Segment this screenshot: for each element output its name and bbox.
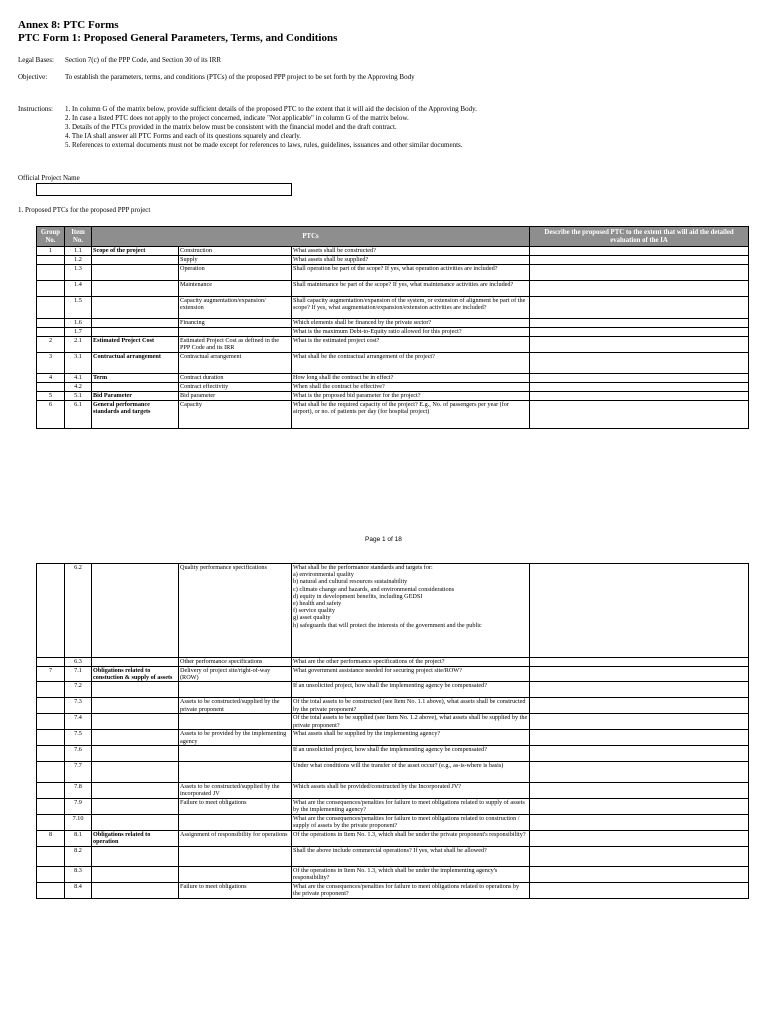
answer-cell[interactable] — [530, 682, 749, 698]
item-number-cell: 7.7 — [65, 761, 92, 782]
item-number-cell: 3.1 — [65, 353, 92, 374]
instruction-item: 1. In column G of the matrix below, provide sufficient details of the proposed PTC to the extent that it will aid the decision of the Approving Body. — [65, 105, 477, 113]
answer-cell[interactable] — [530, 830, 749, 846]
question-cell: If an unsolicited project, how shall the implementing agency be compensated? — [292, 745, 530, 761]
group-number-cell: 1 — [37, 247, 65, 256]
question-cell: What shall be the performance standards and targets for: a) environmental quality b) natural and cultural resources sustainability c) climate change and hazards, and environmental considerations d) equity in development benefits, including GEDSI e) health and safety f) service quality g) asset quality h) safeguards that will protect the interests of the government and the public — [292, 564, 530, 658]
question-cell: What assets shall be constructed? — [292, 247, 530, 256]
subcategory-cell: Failure to meet obligations — [179, 882, 292, 898]
group-number-cell — [37, 782, 65, 798]
group-number-cell — [37, 658, 65, 667]
group-number-cell — [37, 814, 65, 830]
answer-cell[interactable] — [530, 392, 749, 401]
answer-cell[interactable] — [530, 761, 749, 782]
item-number-cell: 1.7 — [65, 328, 92, 337]
table-row — [37, 658, 749, 667]
answer-cell[interactable] — [530, 667, 749, 682]
category-cell: Term — [92, 374, 179, 383]
objective-text: To establish the parameters, terms, and conditions (PTCs) of the proposed PPP project to be set forth by the Approving Body — [65, 73, 415, 81]
category-cell — [92, 256, 179, 265]
question-cell: Which assets shall be provided/constructed by the Incorporated JV? — [292, 782, 530, 798]
item-number-cell: 5.1 — [65, 392, 92, 401]
group-number-cell — [37, 798, 65, 814]
table-row — [37, 247, 749, 256]
subcategory-cell: Construction — [179, 247, 292, 256]
subcategory-cell — [179, 714, 292, 730]
category-cell — [92, 698, 179, 714]
group-number-cell — [37, 256, 65, 265]
subcategory-cell: Failure to meet obligations — [179, 798, 292, 814]
question-cell: How long shall the contract be in effect? — [292, 374, 530, 383]
group-number-cell — [37, 383, 65, 392]
answer-cell[interactable] — [530, 374, 749, 383]
category-cell — [92, 658, 179, 667]
answer-cell[interactable] — [530, 658, 749, 667]
group-number-cell — [37, 328, 65, 337]
question-cell: When shall the contract be effective? — [292, 383, 530, 392]
item-number-cell: 7.4 — [65, 714, 92, 730]
group-number-cell — [37, 564, 65, 658]
question-cell: What is the maximum Debt-to-Equity ratio allowed for this project? — [292, 328, 530, 337]
group-number-cell — [37, 745, 65, 761]
table-row — [37, 337, 749, 353]
item-number-cell: 1.3 — [65, 265, 92, 281]
project-name-field[interactable] — [36, 183, 292, 196]
item-number-cell: 1.6 — [65, 319, 92, 328]
question-cell: What assets shall be supplied by the implementing agency? — [292, 730, 530, 745]
answer-cell[interactable] — [530, 265, 749, 281]
answer-cell[interactable] — [530, 745, 749, 761]
describe-header: Describe the proposed PTC to the extent that will aid the detailed evaluation of the IA — [530, 227, 749, 247]
question-cell: What are the consequences/penalties for failure to meet obligations related to operations by the private proponent? — [292, 882, 530, 898]
answer-cell[interactable] — [530, 730, 749, 745]
item-number-cell: 7.3 — [65, 698, 92, 714]
subcategory-cell: Contract duration — [179, 374, 292, 383]
question-cell: Of the total assets to be constructed (see Item No. 1.1 above), what assets shall be constructed by the private proponent? — [292, 698, 530, 714]
group-number-cell: 7 — [37, 667, 65, 682]
instruction-item: 3. Details of the PTCs provided in the matrix below must be consistent with the financial model and the draft contract. — [65, 123, 397, 131]
subcategory-cell: Assets to be constructed/supplied by the incorporated JV — [179, 782, 292, 798]
table-row — [37, 265, 749, 281]
item-number-cell: 6.3 — [65, 658, 92, 667]
instructions-label: Instructions: — [18, 105, 53, 113]
answer-cell[interactable] — [530, 328, 749, 337]
answer-cell[interactable] — [530, 401, 749, 429]
subcategory-cell — [179, 682, 292, 698]
subcategory-cell — [179, 328, 292, 337]
annex-title: Annex 8: PTC Forms — [18, 19, 119, 31]
group-number-cell — [37, 281, 65, 297]
group-number-cell — [37, 866, 65, 882]
category-cell: Estimated Project Cost — [92, 337, 179, 353]
project-name-label: Official Project Name — [18, 174, 80, 182]
subcategory-cell: Operation — [179, 265, 292, 281]
subcategory-cell — [179, 761, 292, 782]
category-cell — [92, 761, 179, 782]
form-title: PTC Form 1: Proposed General Parameters, Terms, and Conditions — [18, 32, 338, 44]
table-row — [37, 698, 749, 714]
answer-cell[interactable] — [530, 247, 749, 256]
answer-cell[interactable] — [530, 337, 749, 353]
category-cell — [92, 319, 179, 328]
table-row — [37, 383, 749, 392]
subcategory-cell: Assets to be constructed/supplied by the private proponent — [179, 698, 292, 714]
table-row — [37, 714, 749, 730]
question-cell: What is the proposed bid parameter for the project? — [292, 392, 530, 401]
ptc-table — [36, 226, 749, 429]
category-cell — [92, 882, 179, 898]
subcategory-cell — [179, 866, 292, 882]
group-number-cell — [37, 846, 65, 866]
instructions-list — [65, 105, 477, 150]
table-row — [37, 798, 749, 814]
item-number-cell: 6.1 — [65, 401, 92, 429]
table-row — [37, 564, 749, 658]
table-row — [37, 730, 749, 745]
table-row — [37, 374, 749, 383]
subcategory-cell: Assignment of responsibility for operations — [179, 830, 292, 846]
subcategory-cell: Delivery of project site/right-of-way (ROW) — [179, 667, 292, 682]
category-cell: Bid Parameter — [92, 392, 179, 401]
category-cell — [92, 281, 179, 297]
table-row — [37, 353, 749, 374]
subcategory-cell — [179, 846, 292, 866]
list-item: g) asset quality — [293, 614, 331, 622]
item-number-cell: 7.8 — [65, 782, 92, 798]
answer-cell[interactable] — [530, 814, 749, 830]
category-cell — [92, 782, 179, 798]
page-number: Page 1 of 18 — [365, 536, 402, 543]
group-number-cell — [37, 761, 65, 782]
answer-cell[interactable] — [530, 297, 749, 319]
question-cell: If an unsolicited project, how shall the implementing agency be compensated? — [292, 682, 530, 698]
question-cell: What are the consequences/penalties for failure to meet obligations related to supply of assets by the implementing agency? — [292, 798, 530, 814]
group-number-cell: 8 — [37, 830, 65, 846]
list-item: f) service quality — [293, 607, 335, 615]
table-row — [37, 281, 749, 297]
table-row — [37, 319, 749, 328]
instruction-item: 2. In case a listed PTC does not apply to the project concerned, indicate "Not applicable" in column G of the matrix below. — [65, 114, 409, 122]
question-cell: Shall operation be part of the scope? If yes, what operation activities are included? — [292, 265, 530, 281]
group-number-cell: 4 — [37, 374, 65, 383]
group-number-cell: 3 — [37, 353, 65, 374]
category-cell — [92, 682, 179, 698]
item-number-cell: 7.1 — [65, 667, 92, 682]
list-item: d) equity in development benefits, including GEDSI — [293, 592, 423, 600]
subcategory-cell: Supply — [179, 256, 292, 265]
question-cell: What shall be the contractual arrangement of the project? — [292, 353, 530, 374]
group-number-cell — [37, 319, 65, 328]
category-cell — [92, 383, 179, 392]
question-cell: What shall be the required capacity of the project? E.g., No. of passengers per year (for airport), or no. of patients per day (for hospital project) — [292, 401, 530, 429]
group-no-header: Group No. — [37, 227, 65, 247]
list-item: c) climate change and hazards, and environmental considerations — [293, 585, 455, 593]
answer-cell[interactable] — [530, 319, 749, 328]
group-number-cell — [37, 730, 65, 745]
category-cell — [92, 798, 179, 814]
table-row — [37, 256, 749, 265]
question-cell: What assets shall be supplied? — [292, 256, 530, 265]
answer-cell[interactable] — [530, 256, 749, 265]
category-cell — [92, 297, 179, 319]
category-cell — [92, 714, 179, 730]
table-row — [37, 882, 749, 898]
table-row — [37, 297, 749, 319]
ptcs-header: PTCs — [92, 227, 530, 247]
group-number-cell — [37, 682, 65, 698]
table-row — [37, 401, 749, 429]
subcategory-cell: Bid parameter — [179, 392, 292, 401]
table-row — [37, 830, 749, 846]
item-number-cell: 8.1 — [65, 830, 92, 846]
item-number-cell: 2.1 — [65, 337, 92, 353]
question-cell: What government assistance needed for securing project site/ROW? — [292, 667, 530, 682]
item-number-cell: 1.4 — [65, 281, 92, 297]
category-cell: Obligations related to operation — [92, 830, 179, 846]
answer-cell[interactable] — [530, 353, 749, 374]
subcategory-cell: Capacity augmentation/expansion/ extension — [179, 297, 292, 319]
question-cell: Of the total assets to be supplied (see Item No. 1.2 above), what assets shall be supplied by the private proponent? — [292, 714, 530, 730]
table-row — [37, 866, 749, 882]
group-number-cell: 2 — [37, 337, 65, 353]
category-cell — [92, 745, 179, 761]
subcategory-cell — [179, 814, 292, 830]
category-cell — [92, 814, 179, 830]
group-number-cell: 5 — [37, 392, 65, 401]
category-cell — [92, 265, 179, 281]
question-cell: Shall the above include commercial operations? If yes, what shall be allowed? — [292, 846, 530, 866]
table-row — [37, 814, 749, 830]
table-row — [37, 761, 749, 782]
instruction-item: 4. The IA shall answer all PTC Forms and each of its questions squarely and clearly. — [65, 132, 302, 140]
table-row — [37, 846, 749, 866]
item-number-cell: 7.5 — [65, 730, 92, 745]
item-number-cell: 7.10 — [65, 814, 92, 830]
question-cell: Of the operations in Item No. 1.3, which shall be under the implementing agency's responsibility? — [292, 866, 530, 882]
table-row — [37, 328, 749, 337]
category-cell: Scope of the project — [92, 247, 179, 256]
item-number-cell: 7.6 — [65, 745, 92, 761]
table-row — [37, 392, 749, 401]
question-cell: Shall capacity augmentation/expansion of the system, or extension of alignment be part of the scope? If yes, what augmentation/expansion/extension activities are included? — [292, 297, 530, 319]
group-number-cell — [37, 698, 65, 714]
question-cell: What are the consequences/penalties for failure to meet obligations related to construction / supply of assets by the private proponent? — [292, 814, 530, 830]
table-row — [37, 782, 749, 798]
question-cell: Of the operations in Item No. 1.3, which shall be under the private proponent's responsibility? — [292, 830, 530, 846]
subcategory-cell: Financing — [179, 319, 292, 328]
answer-cell[interactable] — [530, 882, 749, 898]
subcategory-cell: Contractual arrangement — [179, 353, 292, 374]
category-cell — [92, 866, 179, 882]
item-no-header: Item No. — [65, 227, 92, 247]
group-number-cell — [37, 265, 65, 281]
answer-cell[interactable] — [530, 782, 749, 798]
table-row — [37, 745, 749, 761]
ptc-table-continued — [36, 563, 749, 899]
instruction-item: 5. References to external documents must not be made except for references to laws, rules, guidelines, issuances and other similar documents. — [65, 141, 463, 149]
subcategory-cell: Assets to be provided by the implementing agency — [179, 730, 292, 745]
item-number-cell: 1.1 — [65, 247, 92, 256]
item-number-cell: 4.1 — [65, 374, 92, 383]
subcategory-cell: Quality performance specifications — [179, 564, 292, 658]
subcategory-cell: Estimated Project Cost as defined in the PPP Code and its IRR — [179, 337, 292, 353]
question-cell: What is the estimated project cost? — [292, 337, 530, 353]
subcategory-cell — [179, 745, 292, 761]
answer-cell[interactable] — [530, 798, 749, 814]
answer-cell[interactable] — [530, 846, 749, 866]
question-cell: Which elements shall be financed by the private sector? — [292, 319, 530, 328]
answer-cell[interactable] — [530, 564, 749, 658]
section-title: 1. Proposed PTCs for the proposed PPP project — [18, 206, 151, 214]
table-row — [37, 682, 749, 698]
table-row — [37, 667, 749, 682]
legal-bases-label: Legal Bases: — [18, 56, 54, 64]
category-cell: Obligations related to constuction & supply of assets — [92, 667, 179, 682]
item-number-cell: 6.2 — [65, 564, 92, 658]
list-item: a) environmental quality — [293, 571, 354, 579]
answer-cell[interactable] — [530, 698, 749, 714]
list-item: h) safeguards that will protect the interests of the government and the public — [293, 621, 482, 629]
group-number-cell — [37, 297, 65, 319]
item-number-cell: 1.5 — [65, 297, 92, 319]
group-number-cell — [37, 882, 65, 898]
question-cell: What are the other performance specifications of the project? — [292, 658, 530, 667]
category-cell: Contractual arrangement — [92, 353, 179, 374]
category-cell — [92, 328, 179, 337]
category-cell — [92, 846, 179, 866]
item-number-cell: 1.2 — [65, 256, 92, 265]
group-number-cell — [37, 714, 65, 730]
question-cell: Under what conditions will the transfer of the asset occur? (e.g., as-is-where is basis) — [292, 761, 530, 782]
item-number-cell: 4.2 — [65, 383, 92, 392]
subcategory-cell: Capacity — [179, 401, 292, 429]
question-cell: Shall maintenance be part of the scope? If yes, what maintenance activities are included? — [292, 281, 530, 297]
item-number-cell: 8.2 — [65, 846, 92, 866]
category-cell: General performance standards and targets — [92, 401, 179, 429]
item-number-cell: 7.2 — [65, 682, 92, 698]
answer-cell[interactable] — [530, 866, 749, 882]
answer-cell[interactable] — [530, 383, 749, 392]
list-item: e) health and safety — [293, 600, 342, 608]
answer-cell[interactable] — [530, 714, 749, 730]
category-cell — [92, 730, 179, 745]
subcategory-cell: Contract effectivity — [179, 383, 292, 392]
objective-label: Objective: — [18, 73, 48, 81]
legal-bases-text: Section 7(c) of the PPP Code, and Section 30 of its IRR — [65, 56, 222, 64]
item-number-cell: 7.9 — [65, 798, 92, 814]
item-number-cell: 8.3 — [65, 866, 92, 882]
category-cell — [92, 564, 179, 658]
item-number-cell: 8.4 — [65, 882, 92, 898]
subcategory-cell: Maintenance — [179, 281, 292, 297]
list-item: b) natural and cultural resources sustainability — [293, 578, 408, 586]
group-number-cell: 6 — [37, 401, 65, 429]
subcategory-cell: Other performance specifications — [179, 658, 292, 667]
answer-cell[interactable] — [530, 281, 749, 297]
